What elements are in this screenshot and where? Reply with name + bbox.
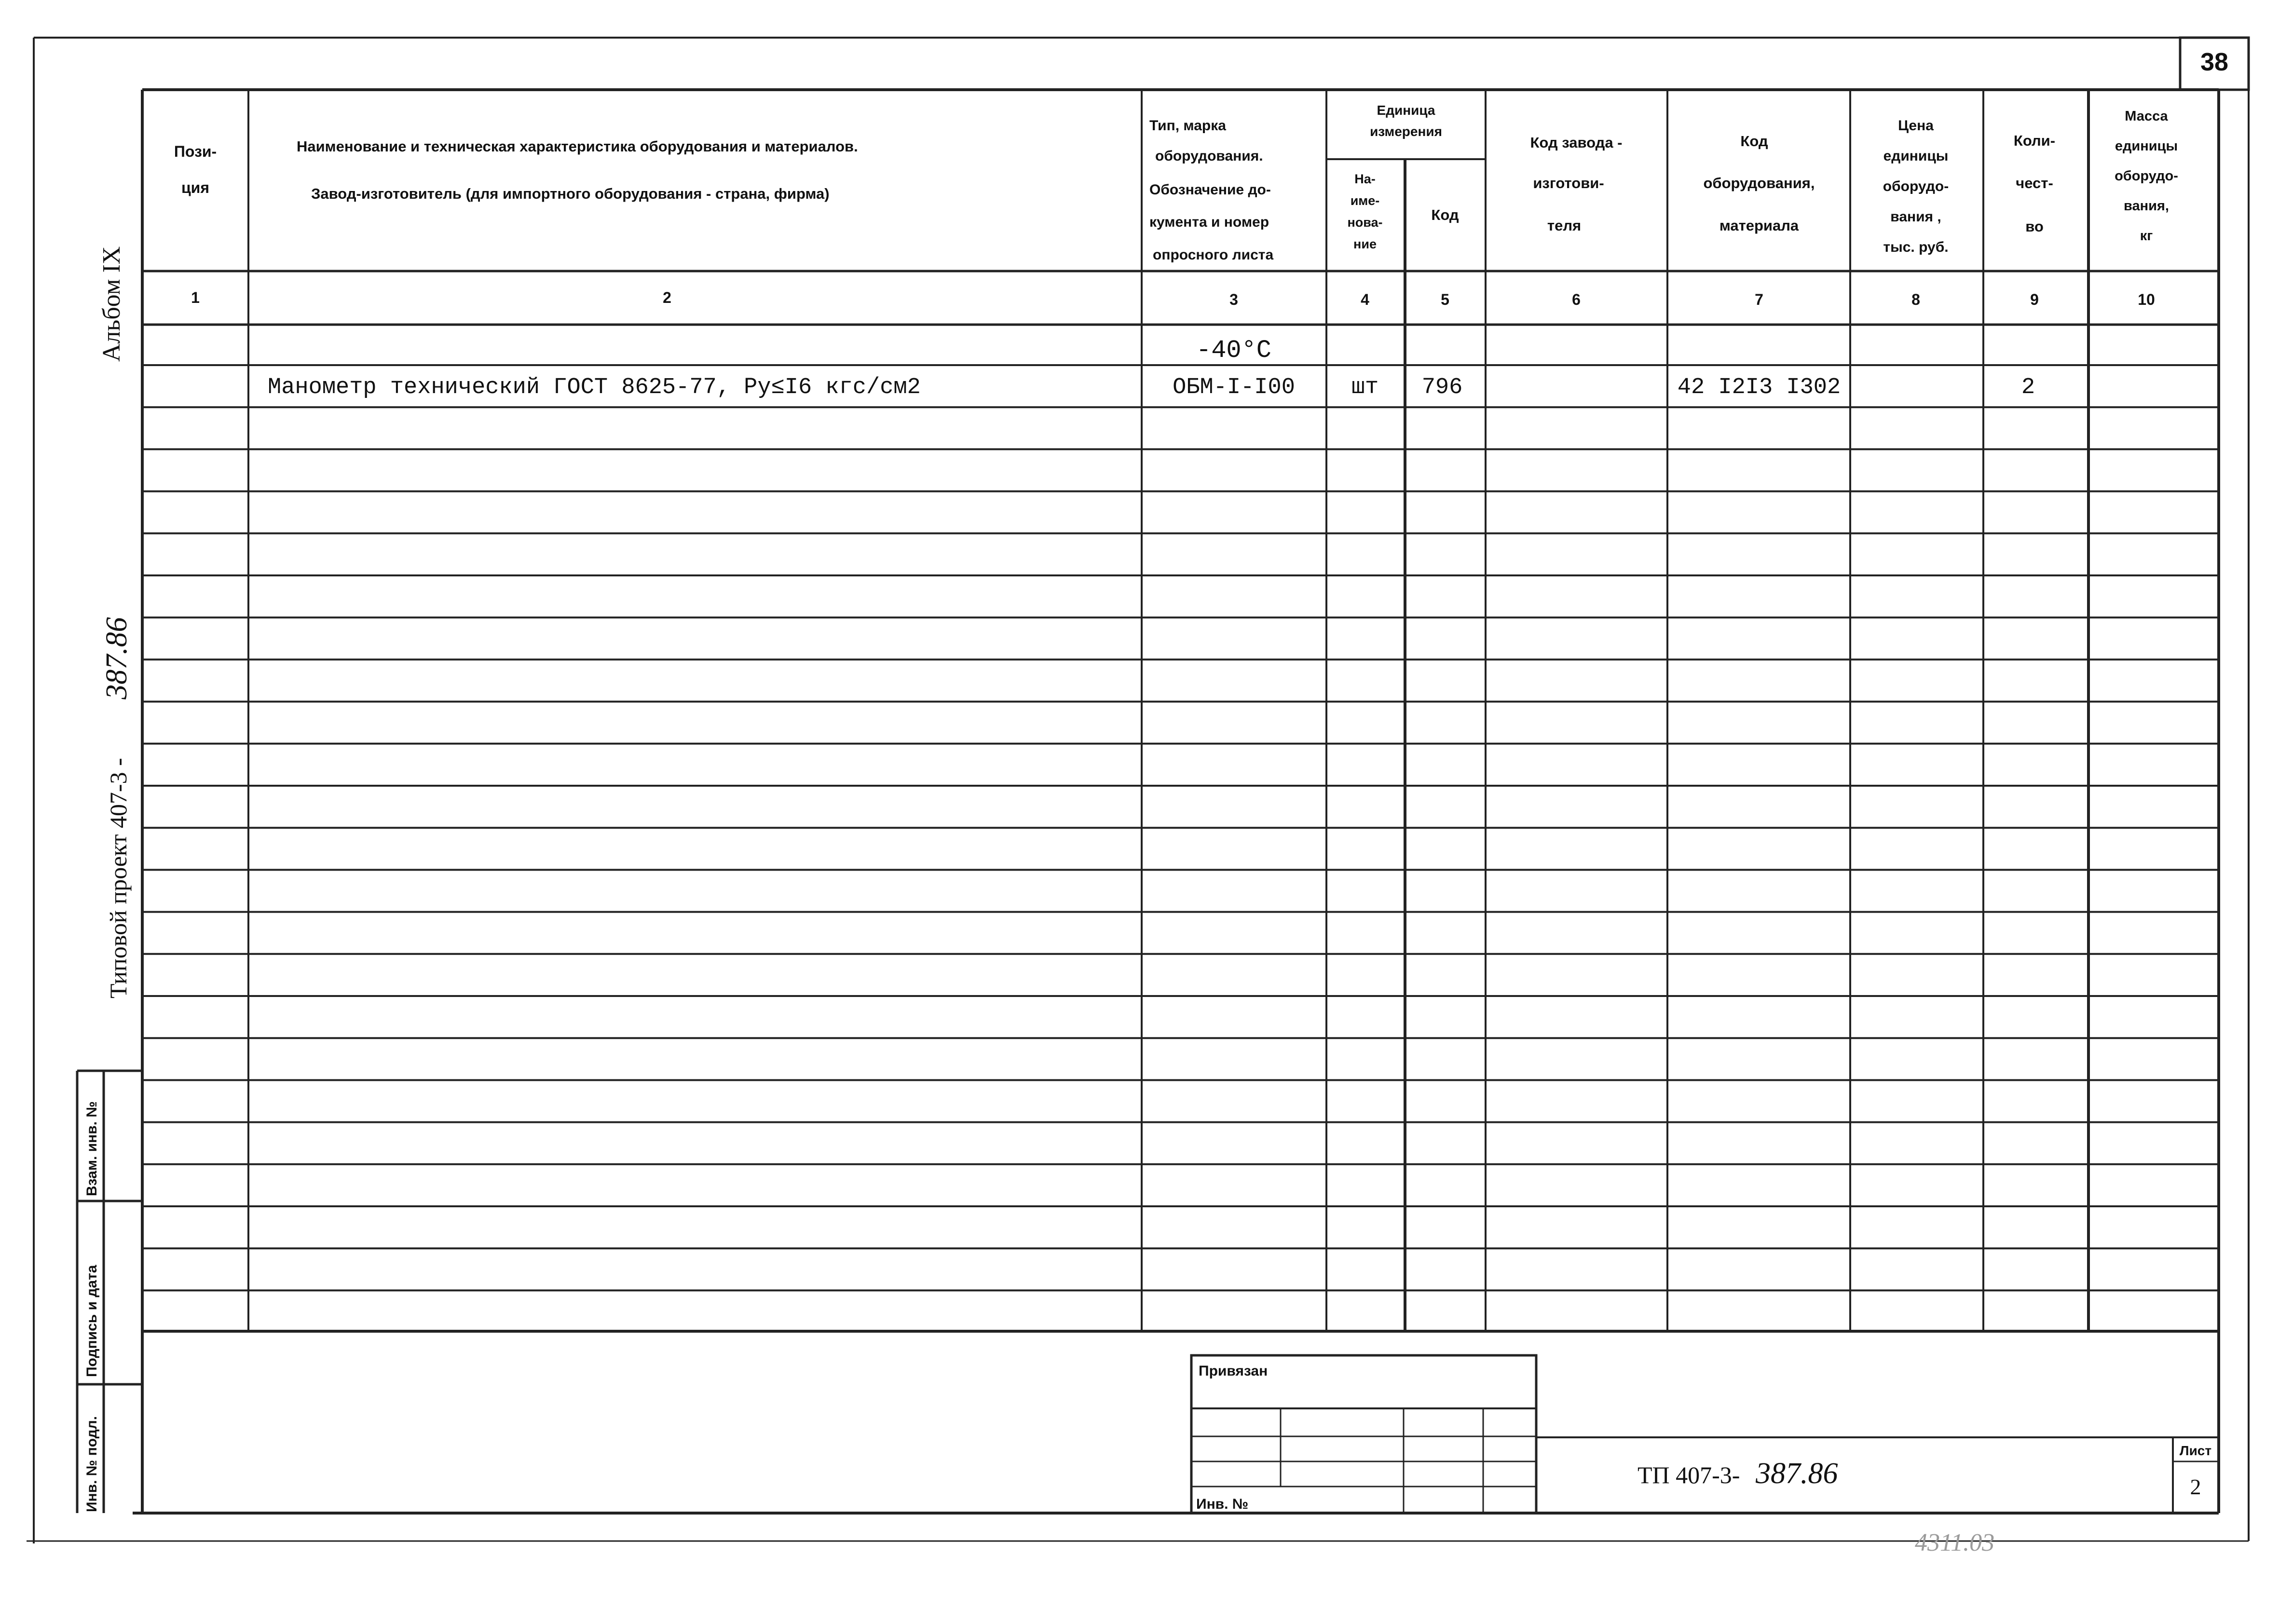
svg-text:8: 8 — [1911, 291, 1920, 308]
svg-text:изготови-: изготови- — [1533, 175, 1604, 191]
svg-text:Пози-: Пози- — [174, 143, 217, 160]
table-frame — [133, 90, 2219, 1513]
svg-text:ние: ние — [1353, 237, 1377, 251]
svg-text:чест-: чест- — [2016, 175, 2053, 191]
svg-text:Тип, марка: Тип, марка — [1149, 118, 1226, 134]
svg-text:Завод-изготовитель (для импор: Завод-изготовитель (для импортного оборудования - страна, фирма) — [311, 185, 830, 202]
left-margin — [77, 246, 142, 1513]
header-quantity — [2014, 132, 2055, 235]
svg-text:Коли-: Коли- — [2013, 132, 2056, 149]
svg-text:оборудования.: оборудования. — [1155, 148, 1263, 164]
list-label: Лист — [2179, 1443, 2212, 1458]
row-separators — [142, 365, 2219, 1290]
project-label-handwritten: 387.86 — [100, 617, 133, 699]
svg-text:Код: Код — [1740, 133, 1768, 150]
doc-designation-printed: ТП 407-3- — [1638, 1461, 1740, 1488]
svg-text:Единица: Единица — [1377, 103, 1435, 118]
footer-handwritten-note: 4311.03 — [1915, 1529, 1995, 1556]
title-block — [1191, 1355, 2219, 1513]
svg-text:5: 5 — [1441, 291, 1449, 308]
svg-text:Наименование и техническая хар: Наименование и техническая характеристика оборудования и материалов. — [297, 138, 858, 155]
header-type — [1149, 118, 1273, 263]
svg-text:Масса: Масса — [2125, 109, 2168, 124]
inv-podl-label: Инв. № подл. — [84, 1416, 100, 1512]
inv-no-label: Инв. № — [1196, 1496, 1249, 1512]
svg-text:На-: На- — [1354, 172, 1376, 186]
header-unit — [1347, 103, 1459, 251]
column-dividers — [248, 90, 2088, 1331]
header-name — [297, 138, 858, 202]
svg-text:ция: ция — [181, 179, 210, 196]
svg-text:теля: теля — [1547, 217, 1582, 234]
table-row — [268, 375, 2035, 400]
svg-text:опросного листа: опросного листа — [1153, 247, 1274, 263]
svg-text:материала: материала — [1719, 217, 1799, 234]
header-position — [174, 143, 217, 196]
svg-text:10: 10 — [2138, 291, 2155, 308]
svg-text:нова-: нова- — [1347, 215, 1383, 230]
sheet-number-box — [2180, 38, 2249, 90]
vzam-inv-label: Взам. инв. № — [84, 1101, 100, 1196]
svg-text:во: во — [2025, 218, 2044, 235]
header-mass — [2115, 109, 2178, 244]
row2-quantity: 2 — [2021, 375, 2035, 400]
privyazan-label: Привязан — [1199, 1363, 1268, 1379]
album-label: Альбом IX — [98, 246, 125, 362]
project-label-printed: Типовой проект 407-3 - — [105, 758, 132, 998]
svg-text:единицы: единицы — [1883, 148, 1949, 164]
svg-text:име-: име- — [1350, 193, 1380, 208]
svg-text:кг: кг — [2140, 228, 2153, 244]
doc-designation-handwritten: 387.86 — [1756, 1457, 1838, 1490]
header-price — [1883, 118, 1949, 255]
sheet-number: 38 — [2200, 48, 2228, 76]
svg-text:кумента и номер: кумента и номер — [1149, 214, 1269, 230]
svg-text:1: 1 — [191, 289, 200, 306]
outer-frame — [27, 38, 2249, 1543]
svg-text:вания ,: вания , — [1890, 209, 1941, 225]
svg-text:измерения: измерения — [1370, 124, 1442, 139]
row2-equipment-code: 42 I2I3 I302 — [1677, 375, 1841, 400]
svg-text:Обозначение до-: Обозначение до- — [1149, 182, 1271, 198]
svg-text:7: 7 — [1755, 291, 1763, 308]
column-numbers — [191, 289, 2155, 308]
svg-text:4: 4 — [1361, 291, 1369, 308]
svg-text:оборудования,: оборудования, — [1703, 175, 1815, 191]
svg-text:единицы: единицы — [2115, 138, 2178, 154]
svg-text:оборудо-: оборудо- — [2115, 168, 2178, 184]
row1-type: -40°C — [1196, 336, 1272, 365]
row2-unit-name: шт — [1351, 375, 1379, 400]
list-value: 2 — [2190, 1474, 2201, 1499]
svg-text:Цена: Цена — [1898, 118, 1934, 134]
table-header — [174, 103, 2178, 263]
svg-text:2: 2 — [663, 289, 671, 306]
svg-text:3: 3 — [1229, 291, 1238, 308]
signature-date-label: Подпись и дата — [84, 1265, 100, 1377]
svg-text:6: 6 — [1572, 291, 1581, 308]
svg-text:вания,: вания, — [2124, 198, 2169, 214]
row2-name: Манометр технический ГОСТ 8625-77, Ру≤I6 кгс/см2 — [268, 375, 921, 400]
header-factory-code — [1530, 134, 1622, 234]
row2-unit-code: 796 — [1421, 375, 1463, 400]
svg-text:Код завода -: Код завода - — [1530, 134, 1623, 151]
svg-text:оборудо-: оборудо- — [1883, 178, 1949, 194]
table-row — [1196, 336, 1271, 365]
svg-text:9: 9 — [2030, 291, 2039, 308]
svg-text:Код: Код — [1431, 206, 1459, 223]
row2-type: ОБМ-I-I00 — [1173, 375, 1295, 400]
header-equipment-code — [1703, 133, 1815, 234]
svg-text:тыс. руб.: тыс. руб. — [1883, 239, 1949, 255]
